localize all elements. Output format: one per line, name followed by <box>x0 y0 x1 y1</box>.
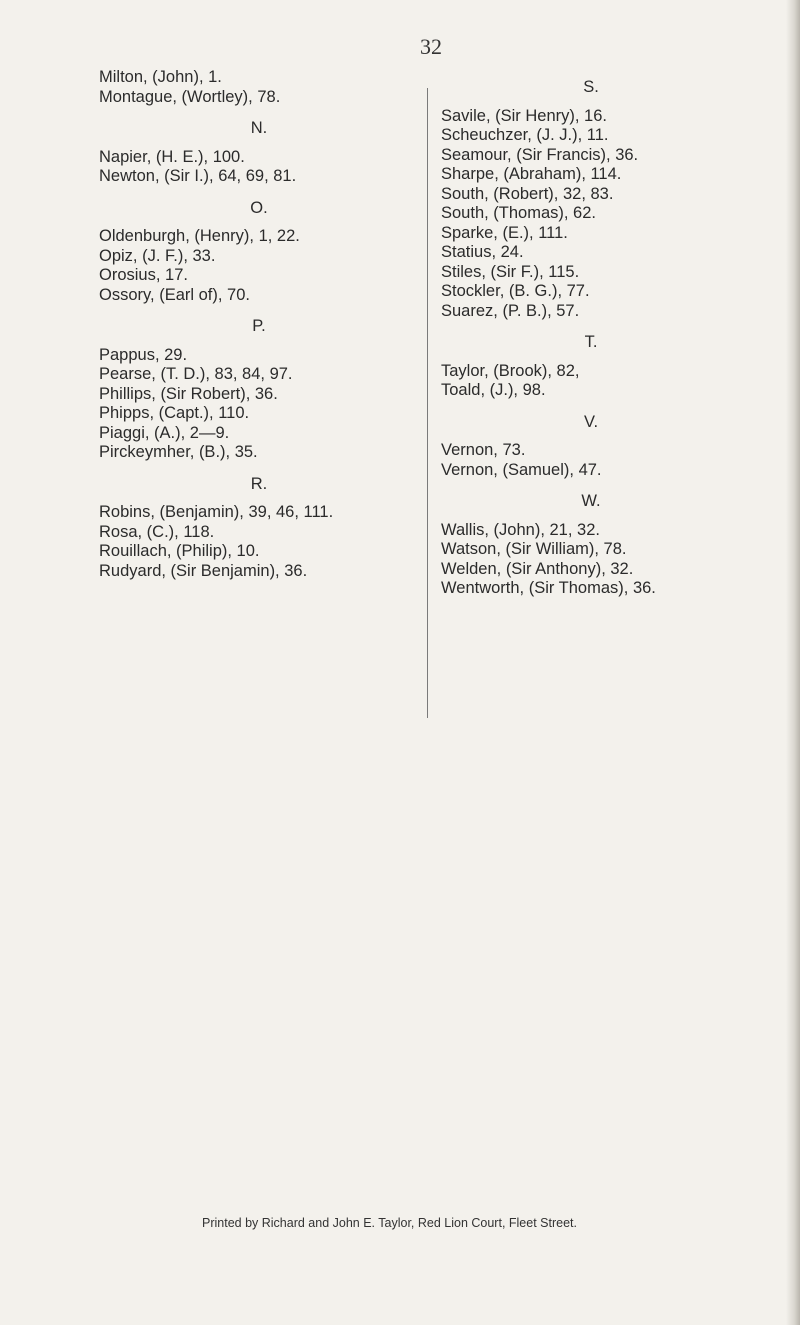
index-group-p <box>99 346 419 463</box>
letter-heading-w: W. <box>581 492 601 510</box>
index-group-n <box>99 148 419 187</box>
column-divider <box>427 88 428 718</box>
letter-heading-v: V. <box>583 412 599 431</box>
page-edge <box>786 0 800 1325</box>
index-entry: South, (Robert), 32, 83. <box>441 184 614 203</box>
printer-imprint: Printed by Richard and John E. Taylor, Red Lion Court, Fleet Street. <box>202 1216 577 1230</box>
index-entry: South, (Thomas), 62. <box>441 204 596 222</box>
index-entry: Vernon, (Samuel), 47. <box>441 460 602 479</box>
index-entry: Wallis, (John), 21, 32. <box>441 520 600 539</box>
index-entry: Napier, (H. E.), 100. <box>99 147 245 166</box>
index-entry: Pappus, 29. <box>99 345 188 364</box>
index-entry: Rouillach, (Philip), 10. <box>99 542 260 560</box>
index-entry: Piaggi, (A.), 2—9. <box>99 423 230 442</box>
index-entry: Oldenburgh, (Henry), 1, 22. <box>99 227 300 245</box>
index-entry: Vernon, 73. <box>441 441 526 459</box>
index-column-left <box>99 68 419 581</box>
index-group-s <box>441 107 741 322</box>
index-entry: Sparke, (E.), 111. <box>441 223 568 242</box>
index-group-t <box>441 362 741 401</box>
index-entry: Robins, (Benjamin), 39, 46, 111. <box>99 503 334 521</box>
index-entry: Milton, (John), 1. <box>99 68 222 86</box>
index-group-o <box>99 227 419 305</box>
letter-heading-p: P. <box>252 317 266 335</box>
index-entry: Pearse, (T. D.), 83, 84, 97. <box>99 365 293 383</box>
index-entry: Sharpe, (Abraham), 114. <box>441 165 622 183</box>
index-entry: Stiles, (Sir F.), 115. <box>441 262 580 281</box>
index-entry: Pirckeymher, (B.), 35. <box>99 443 258 461</box>
index-group-w <box>441 521 741 599</box>
letter-heading-t: T. <box>584 333 598 351</box>
index-entry: Stockler, (B. G.), 77. <box>441 282 590 300</box>
index-group-m <box>99 68 419 107</box>
index-entry: Newton, (Sir I.), 64, 69, 81. <box>99 167 297 185</box>
index-entry: Suarez, (P. B.), 57. <box>441 301 580 320</box>
index-entry: Watson, (Sir William), 78. <box>441 540 627 558</box>
index-column-right <box>441 78 741 599</box>
index-entry: Statius, 24. <box>441 243 524 261</box>
index-entry: Seamour, (Sir Francis), 36. <box>441 145 639 164</box>
letter-heading-n: N. <box>250 119 268 137</box>
index-entry: Wentworth, (Sir Thomas), 36. <box>441 579 656 597</box>
index-group-r <box>99 503 419 581</box>
index-entry: Phillips, (Sir Robert), 36. <box>99 384 278 403</box>
index-entry: Savile, (Sir Henry), 16. <box>441 106 607 125</box>
page-number: 32 <box>420 34 442 59</box>
index-entry: Welden, (Sir Anthony), 32. <box>441 559 634 578</box>
index-group-v <box>441 441 741 480</box>
letter-heading-s: S. <box>583 78 599 96</box>
letter-heading-r: R. <box>250 474 268 493</box>
index-entry: Toald, (J.), 98. <box>441 381 546 399</box>
letter-heading-o: O. <box>250 198 268 217</box>
index-entry: Scheuchzer, (J. J.), 11. <box>441 126 609 144</box>
index-entry: Opiz, (J. F.), 33. <box>99 246 216 265</box>
index-entry: Rudyard, (Sir Benjamin), 36. <box>99 561 308 580</box>
index-entry: Phipps, (Capt.), 110. <box>99 404 250 422</box>
index-entry: Montague, (Wortley), 78. <box>99 87 281 106</box>
index-entry: Rosa, (C.), 118. <box>99 522 215 541</box>
index-entry: Taylor, (Brook), 82, <box>441 361 580 380</box>
index-entry: Ossory, (Earl of), 70. <box>99 285 250 304</box>
index-entry: Orosius, 17. <box>99 266 188 284</box>
